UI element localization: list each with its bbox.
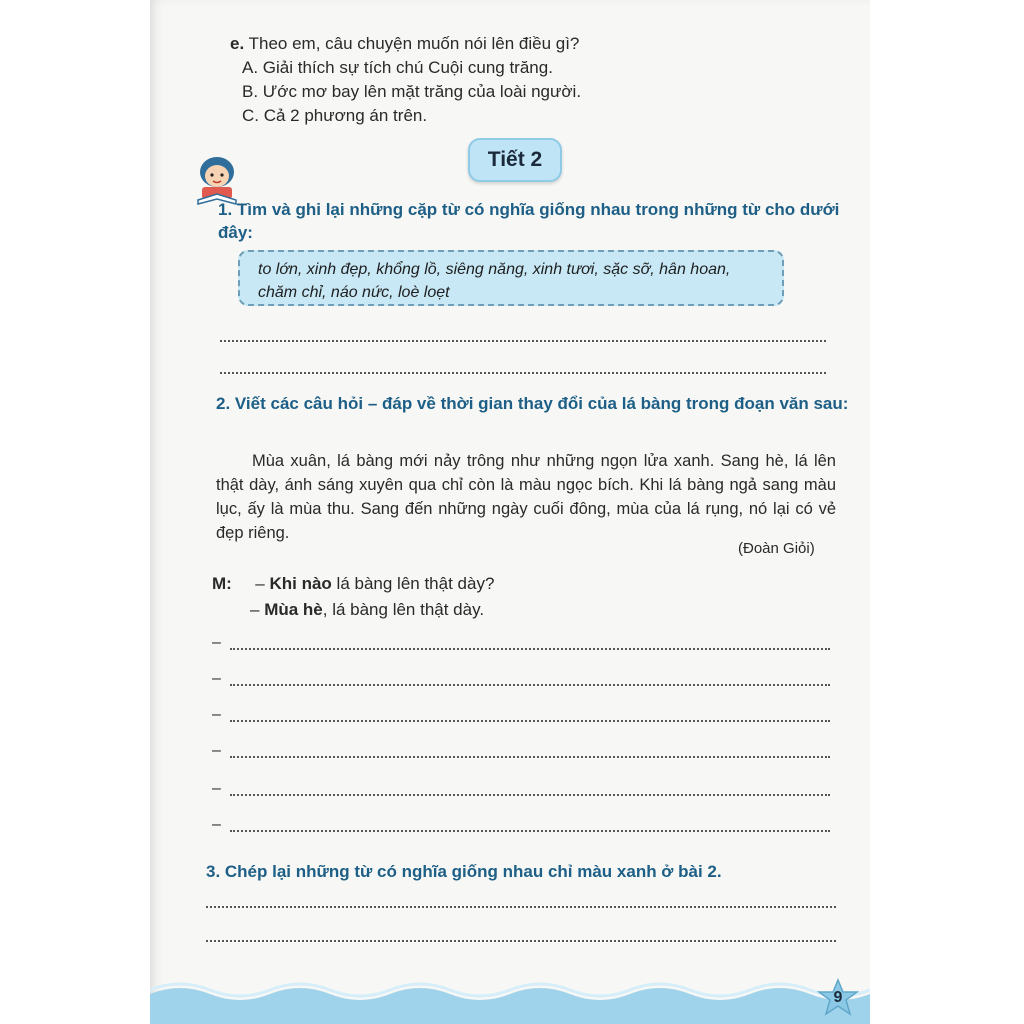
answer-line[interactable] bbox=[206, 906, 836, 908]
dash-marker: – bbox=[212, 742, 221, 759]
section-title: Tiết 2 bbox=[468, 138, 562, 182]
exercise-2-title: 2. Viết các câu hỏi – đáp về thời gian thay đổi của lá bàng trong đoạn văn sau: bbox=[216, 394, 849, 413]
answer-line[interactable] bbox=[230, 720, 830, 722]
model-label: M: bbox=[212, 574, 232, 593]
dash-marker: – bbox=[212, 706, 221, 723]
option-a: A. Giải thích sự tích chú Cuội cung trăng. bbox=[242, 58, 553, 77]
passage-author: (Đoàn Giỏi) bbox=[738, 540, 815, 557]
model-question-rest: lá bàng lên thật dày? bbox=[331, 574, 495, 593]
dash-marker: – bbox=[212, 816, 221, 833]
answer-line[interactable] bbox=[206, 940, 836, 942]
question-e bbox=[230, 34, 579, 54]
workbook-page bbox=[150, 0, 870, 1024]
answer-line[interactable] bbox=[230, 756, 830, 758]
model-question-bold: Khi nào bbox=[269, 574, 332, 593]
question-e-label: e. bbox=[230, 34, 245, 53]
model-answer-bold: Mùa hè bbox=[264, 600, 323, 619]
exercise-1-title: 1. Tìm và ghi lại những cặp từ có nghĩa giống nhau trong những từ cho dưới đây: bbox=[218, 200, 840, 242]
answer-line[interactable] bbox=[230, 830, 830, 832]
word-list-box: to lớn, xinh đẹp, khổng lồ, siêng năng, xinh tươi, sặc sỡ, hân hoan, chăm chỉ, náo nức, loè loẹt bbox=[238, 250, 784, 306]
dash-marker: – bbox=[212, 780, 221, 797]
model-answer-dash: – bbox=[250, 600, 265, 619]
footer-wave-decoration bbox=[150, 976, 870, 1024]
dash-marker: – bbox=[212, 670, 221, 687]
answer-line[interactable] bbox=[230, 684, 830, 686]
model-answer bbox=[250, 600, 484, 620]
question-e-text: Theo em, câu chuyện muốn nói lên điều gì? bbox=[248, 34, 580, 53]
model-question bbox=[212, 574, 494, 594]
dash-marker: – bbox=[212, 634, 221, 651]
option-b: B. Ước mơ bay lên mặt trăng của loài người. bbox=[242, 82, 582, 101]
option-c: C. Cả 2 phương án trên. bbox=[242, 106, 428, 125]
answer-line[interactable] bbox=[230, 794, 830, 796]
exercise-3-title: 3. Chép lại những từ có nghĩa giống nhau chỉ màu xanh ở bài 2. bbox=[206, 862, 722, 881]
model-question-dash: – bbox=[255, 574, 270, 593]
answer-line[interactable] bbox=[220, 372, 826, 374]
answer-line[interactable] bbox=[220, 340, 826, 342]
page-number: 9 bbox=[833, 989, 843, 1006]
model-answer-rest: , lá bàng lên thật dày. bbox=[322, 600, 485, 619]
passage-text: Mùa xuân, lá bàng mới nảy trông như những ngọn lửa xanh. Sang hè, lá lên thật dày, ánh sáng xuyên qua chỉ còn là màu ngọc bích. Khi lá bàng ngả sang màu lục, ấy là mùa thu. Sang đến những ngày cuối đông, mùa của lá rụng, nó lại có vẻ đẹp riêng. bbox=[216, 452, 836, 542]
answer-line[interactable] bbox=[230, 648, 830, 650]
